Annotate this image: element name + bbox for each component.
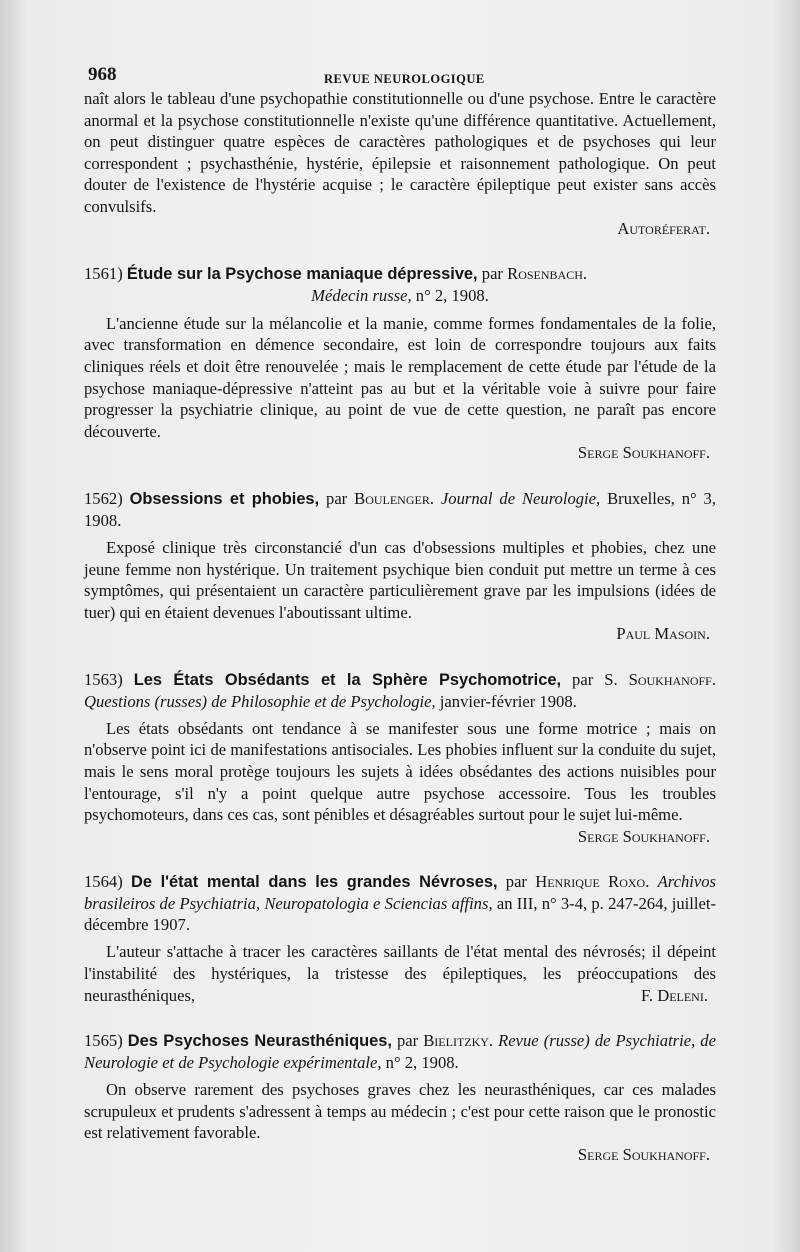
entry-details: Bruxelles, n° 3, 1908. <box>84 488 717 530</box>
entry-heading <box>84 1030 716 1073</box>
entry-signature: Serge Soukhanoff. <box>577 443 710 463</box>
entry-source: Revue (russe) de Psychiatrie, de Neurologie et de Psychologie expérimentale, <box>84 1031 716 1073</box>
entry-heading <box>84 871 716 935</box>
entry-author: Henrique Roxo. <box>535 872 650 892</box>
entry-body: Exposé clinique très circonstancié d'un cas d'obsessions multiples et phobies, chez une jeune femme non hystérique. Un traitement psychique bien conduit put mettre un terme à ces symptômes, qui présentaient un caractère particulièrement grave par les impulsions (idées de tuer) qui en étaient devenues l'aboutissant ultime. <box>84 537 716 622</box>
entry-source: Questions (russes) de Philosophie et de Psychologie, <box>84 691 436 711</box>
entry-number: 1561) <box>84 264 123 284</box>
intro-text: naît alors le tableau d'une psychopathie constitutionnelle ou d'une psychose. Entre le caractère anormal et la psychose constitutionnelle n'existe qu'une différence quantitative. Actuellement, on peut distinguer quatre espèces de caractères pathologiques et de psychoses qui leur correspondent ; psychasthénie, hystérie, épilepsie et raisonnement pathologique. On peut douter de l'existence de l'hystérie acquise ; le caractère épileptique peut exister sans accès convulsifs. <box>84 89 716 216</box>
entry-author: Boulenger. <box>354 488 434 508</box>
entry-by: par <box>572 669 594 689</box>
entry-body-text: L'auteur s'attache à tracer les caractères saillants de l'état mental des névrosés; il dépeint l'instabilité des hystériques, la tristesse des épileptiques, les préoccupations des neurasthéniques, <box>84 942 716 1005</box>
entry-number: 1563) <box>84 669 123 689</box>
entry-details: an III, n° 3-4, p. 247-264, juillet-décembre 1907. <box>84 894 717 935</box>
entry-author: S. Soukhanoff. <box>604 669 716 689</box>
journal-title: REVUE NEUROLOGIQUE <box>324 72 485 86</box>
entry-source-line <box>84 285 716 307</box>
entry-by: par <box>396 1031 419 1051</box>
entry-by: par <box>326 488 348 508</box>
entry-title: Étude sur la Psychose maniaque dépressive, <box>126 265 478 284</box>
entry-source: Archivos brasileiros de Psychiatria, Neuropatologia e Sciencias affins, <box>84 872 716 914</box>
entry-heading <box>84 263 716 285</box>
entry-body: Les états obsédants ont tendance à se manifester sous une forme motrice ; mais on n'observe point ici de manifestations antisociales. Les phobies influent sur la conduite du sujet, mais le sens moral protège toujours les sujets à idées obsédantes des actions nuisibles pour l'entourage, s'il n'y a point quelque autre psychose accessoire. Tous les troubles psychomoteurs, dans ces cas, sont pénibles et désagréables surtout pour le sujet lui-même. <box>84 718 716 825</box>
entry-details: janvier-février 1908. <box>439 691 577 711</box>
entry-details: n° 2, 1908. <box>385 1053 459 1073</box>
review-entry-1563 <box>84 669 716 848</box>
entry-source: Journal de Neurologie, <box>440 488 601 508</box>
review-entry-1565 <box>84 1030 716 1165</box>
entry-body: On observe rarement des psychoses graves chez les neurasthéniques, car ces malades scrupuleux et prudents s'adressent à temps au médecin ; c'est pour cette raison que le pronostic est relativement favorable. <box>84 1080 716 1143</box>
entry-title: Obsessions et phobies, <box>129 489 320 508</box>
review-entry-1561 <box>84 263 716 464</box>
running-head <box>84 60 716 88</box>
review-entry-1562 <box>84 488 716 645</box>
entry-number: 1565) <box>84 1031 123 1051</box>
entry-heading <box>84 488 716 531</box>
entry-signature: F. Deleni. <box>641 985 708 1005</box>
entry-title: De l'état mental dans les grandes Névroses, <box>130 873 498 892</box>
entry-details: n° 2, 1908. <box>415 286 489 306</box>
entry-author: Bielitzky. <box>423 1031 494 1051</box>
entry-signature: Serge Soukhanoff. <box>577 1145 710 1164</box>
entry-body <box>84 941 716 1006</box>
page-number: 968 <box>88 64 117 85</box>
entry-by: par <box>481 264 503 284</box>
intro-continuation <box>84 88 716 239</box>
entry-source: Médecin russe, <box>311 286 412 306</box>
entry-signature: Paul Masoin. <box>616 624 710 644</box>
review-entry-1564 <box>84 871 716 1006</box>
entry-author: Rosenbach. <box>507 264 588 284</box>
entry-signature: Serge Soukhanoff. <box>577 826 710 846</box>
entry-heading <box>84 669 716 712</box>
entry-number: 1562) <box>84 488 123 508</box>
entry-by: par <box>505 872 527 892</box>
entry-title: Les États Obsédants et la Sphère Psychomotrice, <box>133 670 562 689</box>
entry-number: 1564) <box>84 872 123 892</box>
entry-body: L'ancienne étude sur la mélancolie et la manie, comme formes fondamentales de la folie, avec transformation en démence secondaire, est loin de correspondre toujours aux faits cliniques réels et doit être renouvelée ; mais le remplacement de cette étude par l'étude de la psychose maniaque-dépressive n'atteint pas au but et la véritable voie à suivre pour faire progresser la psychiatrie clinique, au point de vue de cette question, ne paraît pas encore découverte. <box>84 313 716 441</box>
intro-signature: Autoréferat. <box>617 218 710 238</box>
entry-title: Des Psychoses Neurasthéniques, <box>127 1032 392 1051</box>
journal-page <box>84 60 716 1210</box>
